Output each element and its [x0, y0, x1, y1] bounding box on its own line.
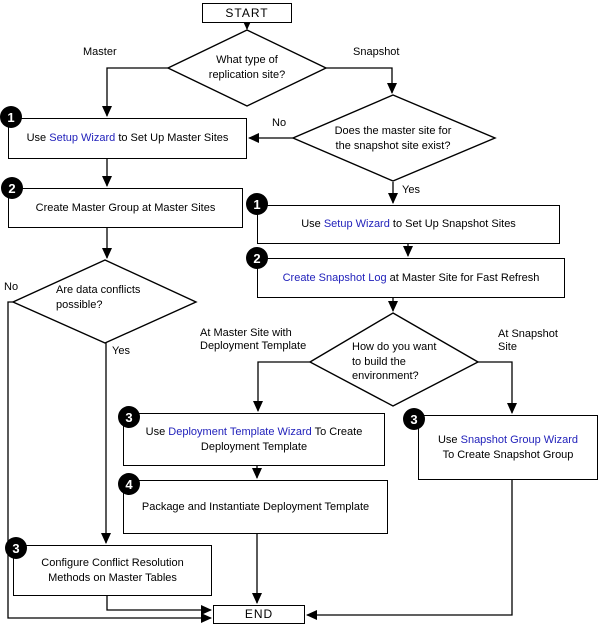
edge-label-yes-conflicts: Yes — [112, 345, 130, 357]
edge-label-at-master-site — [200, 327, 306, 353]
create-snapshot-log-link[interactable]: Create Snapshot Log — [282, 271, 387, 284]
step-badge-master-2: 2 — [1, 177, 23, 199]
process-text — [438, 433, 578, 448]
process-snapshot-group-wizard — [418, 415, 598, 480]
process-text: Configure Conflict Resolution — [41, 556, 184, 569]
edge-label-line: Site — [498, 341, 517, 353]
edge-c3-to-end — [107, 595, 211, 610]
decision-line: What type of — [216, 54, 278, 66]
step-badge-snapgroup-3: 3 — [403, 408, 425, 430]
decision-line: environment? — [352, 370, 419, 382]
process-create-snapshot-log — [257, 258, 565, 298]
process-text: Create Master Group at Master Sites — [35, 201, 216, 214]
text-segment: to Set Up Snapshot Sites — [389, 218, 516, 230]
decision-build-text — [352, 340, 462, 384]
step-badge-master-1: 1 — [0, 106, 22, 128]
decision-line: the snapshot site exist? — [335, 139, 451, 152]
end-node — [213, 605, 305, 624]
edge-label-at-snapshot-site — [498, 328, 558, 354]
edge-build-left — [258, 362, 310, 411]
decision-replication-type-text — [157, 53, 337, 82]
process-setup-master-sites — [8, 118, 247, 159]
text-segment: Use — [26, 132, 50, 144]
step-badge-template-4: 4 — [118, 473, 140, 495]
process-text — [283, 271, 540, 286]
text-segment: at Master Site for Fast Refresh — [386, 271, 540, 284]
text-segment: To Create — [311, 425, 363, 438]
decision-line: Does the master site for — [334, 125, 452, 137]
decision-line: Are data conflicts — [56, 284, 141, 296]
edge-build-right — [478, 362, 512, 413]
edge-label-no-master: No — [272, 117, 287, 129]
snapshot-group-wizard-link[interactable]: Snapshot Group Wizard — [460, 433, 578, 446]
process-text — [27, 131, 229, 146]
edge-label-yes-master: Yes — [402, 184, 420, 196]
edge-label-line: Deployment Template — [200, 340, 307, 352]
process-configure-conflict-resolution — [13, 545, 212, 596]
process-package-instantiate — [123, 480, 388, 534]
decision-line: possible? — [56, 298, 103, 311]
process-deployment-template-wizard — [123, 413, 385, 466]
end-label: END — [244, 607, 274, 621]
text-segment: to Set Up Master Sites — [115, 132, 229, 144]
process-text: To Create Snapshot Group — [442, 448, 574, 461]
process-text — [301, 217, 516, 232]
decision-line: replication site? — [208, 68, 286, 81]
process-text: Package and Instantiate Deployment Template — [141, 500, 370, 513]
edge-label-line: At Master Site with — [200, 327, 292, 339]
decision-conflicts-text — [56, 283, 176, 312]
start-label: START — [225, 5, 269, 20]
text-segment: Use — [437, 433, 461, 446]
step-badge-template-3: 3 — [118, 406, 140, 428]
decision-line: How do you want — [352, 341, 437, 353]
process-text: Methods on Master Tables — [48, 571, 177, 584]
edge-label-line: At Snapshot — [498, 328, 558, 340]
text-segment: Use — [145, 425, 169, 438]
decision-master-exists-text — [298, 124, 488, 153]
edge-label-no-conflicts: No — [4, 281, 19, 293]
edge-label-master: Master — [83, 46, 117, 58]
step-badge-snapshot-2: 2 — [246, 247, 268, 269]
process-text: Deployment Template — [200, 440, 308, 453]
step-badge-snapshot-1: 1 — [246, 193, 268, 215]
process-text — [146, 425, 363, 440]
setup-wizard-link[interactable]: Setup Wizard — [323, 218, 390, 230]
process-create-master-group — [8, 188, 243, 228]
deployment-template-wizard-link[interactable]: Deployment Template Wizard — [168, 425, 312, 438]
process-setup-snapshot-sites — [257, 205, 560, 244]
edge-label-snapshot: Snapshot — [353, 46, 400, 58]
step-badge-conflict-3: 3 — [5, 537, 27, 559]
start-node — [202, 3, 292, 23]
text-segment: Use — [301, 218, 324, 230]
setup-wizard-link[interactable]: Setup Wizard — [49, 132, 116, 144]
decision-line: to build the — [352, 355, 406, 368]
